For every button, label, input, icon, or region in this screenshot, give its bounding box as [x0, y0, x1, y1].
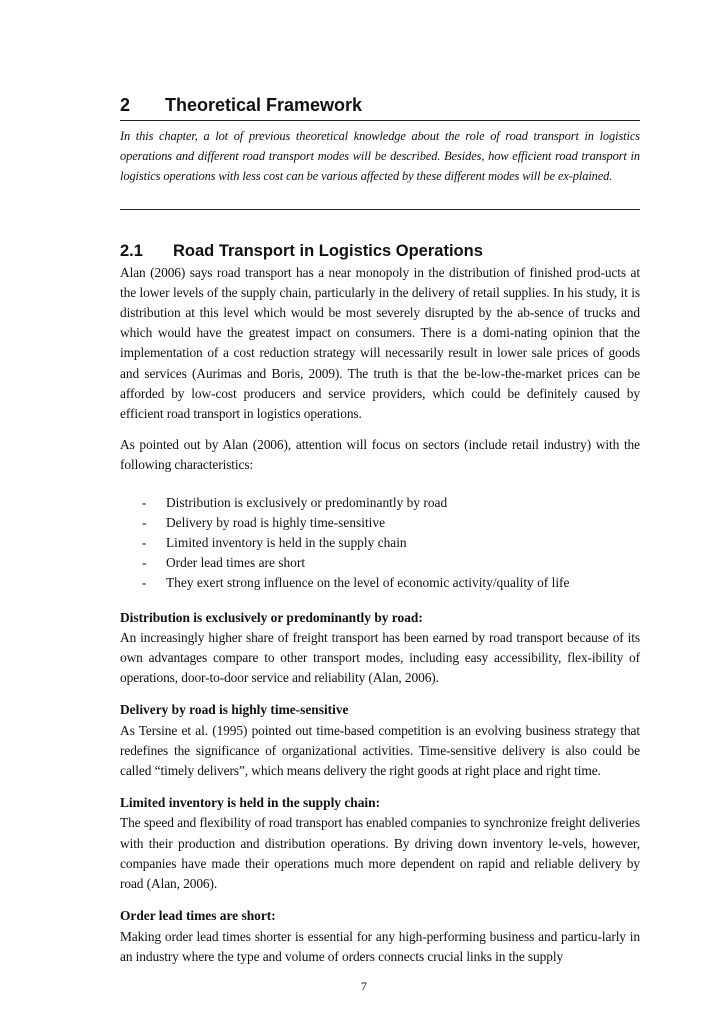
- list-marker: -: [142, 535, 147, 551]
- list-item-text: Order lead times are short: [166, 555, 306, 571]
- list-item-text: They exert strong influence on the level of economic activity/quality of life: [166, 575, 570, 591]
- chapter-number: 2: [120, 95, 131, 115]
- chapter-intro: In this chapter, a lot of previous theoretical knowledge about the role of road transport in logistics operations and different road transport modes will be described. Besides, how efficient road transport in logistics operations with less cost can be various affected by these different modes will be ex-plained.: [120, 129, 640, 184]
- list-item: [120, 493, 640, 513]
- list-marker: -: [142, 575, 147, 591]
- page-number: 7: [361, 979, 367, 993]
- list-marker: -: [142, 514, 147, 530]
- subsection-text: As Tersine et al. (1995) pointed out time-based competition is an evolving business strategy that redefines the significance of organizational activities. Time-sensitive delivery is also could be called “timely delivers”, which means delivery the right goods at right place and right time.: [120, 722, 640, 779]
- subsection-heading: Delivery by road is highly time-sensitive: [120, 702, 349, 718]
- subsection-heading: Limited inventory is held in the supply chain:: [120, 795, 381, 811]
- list-item-text: Distribution is exclusively or predominantly by road: [166, 494, 448, 510]
- subsection-text: The speed and flexibility of road transport has enabled companies to synchronize freight deliveries with their production and distribution operations. By driving down inventory le-vels, however, companies have made their operations much more dependent on rapid and reliable delivery by road (Alan, 2006).: [120, 815, 640, 892]
- list-marker: -: [142, 555, 147, 571]
- characteristics-list: [120, 493, 640, 594]
- chapter-intro-box: [120, 120, 640, 210]
- section-number: 2.1: [120, 241, 143, 260]
- list-item-text: Delivery by road is highly time-sensitive: [166, 514, 386, 530]
- subsection-text: An increasingly higher share of freight transport has been earned by road transport because of its own advantages compare to other transport modes, including easy accessibility, flex-ibility of operations, door-to-door service and reliability (Alan, 2006).: [120, 629, 640, 686]
- list-item: [120, 573, 640, 593]
- list-item: [120, 513, 640, 533]
- paragraph: As pointed out by Alan (2006), attention will focus on sectors (include retail industry) with the following characteristics:: [120, 437, 640, 473]
- list-item-text: Limited inventory is held in the supply chain: [166, 535, 407, 551]
- list-item: [120, 533, 640, 553]
- subsection-text: Making order lead times shorter is essential for any high-performing business and particu-larly in an industry where the type and volume of orders connects crucial links in the supply: [120, 928, 640, 964]
- section-title: Road Transport in Logistics Operations: [173, 241, 483, 260]
- subsection-heading: Order lead times are short:: [120, 908, 276, 924]
- list-item: [120, 553, 640, 573]
- chapter-title: Theoretical Framework: [165, 95, 363, 115]
- paragraph: Alan (2006) says road transport has a near monopoly in the distribution of finished prod-ucts at the lower levels of the supply chain, particularly in the delivery of retail supplies. In his study, it is distribution at this level which would be most severely disrupted by the ab-sence of trucks and which would have the greatest impact on consumers. There is a domi-nating opinion that the implementation of a cost reduction strategy will necessarily result in lower sale prices of goods and services (Aurimas and Boris, 2009). The truth is that the be-low-the-market prices can be afforded by low-cost producers and service providers, which could be definitely caused by efficient road transport in logistics operations.: [120, 264, 640, 422]
- section-heading: [120, 239, 640, 263]
- list-marker: -: [142, 494, 147, 510]
- subsection-heading: Distribution is exclusively or predominantly by road:: [120, 609, 423, 625]
- chapter-heading: [120, 92, 640, 118]
- page-content: [120, 92, 640, 967]
